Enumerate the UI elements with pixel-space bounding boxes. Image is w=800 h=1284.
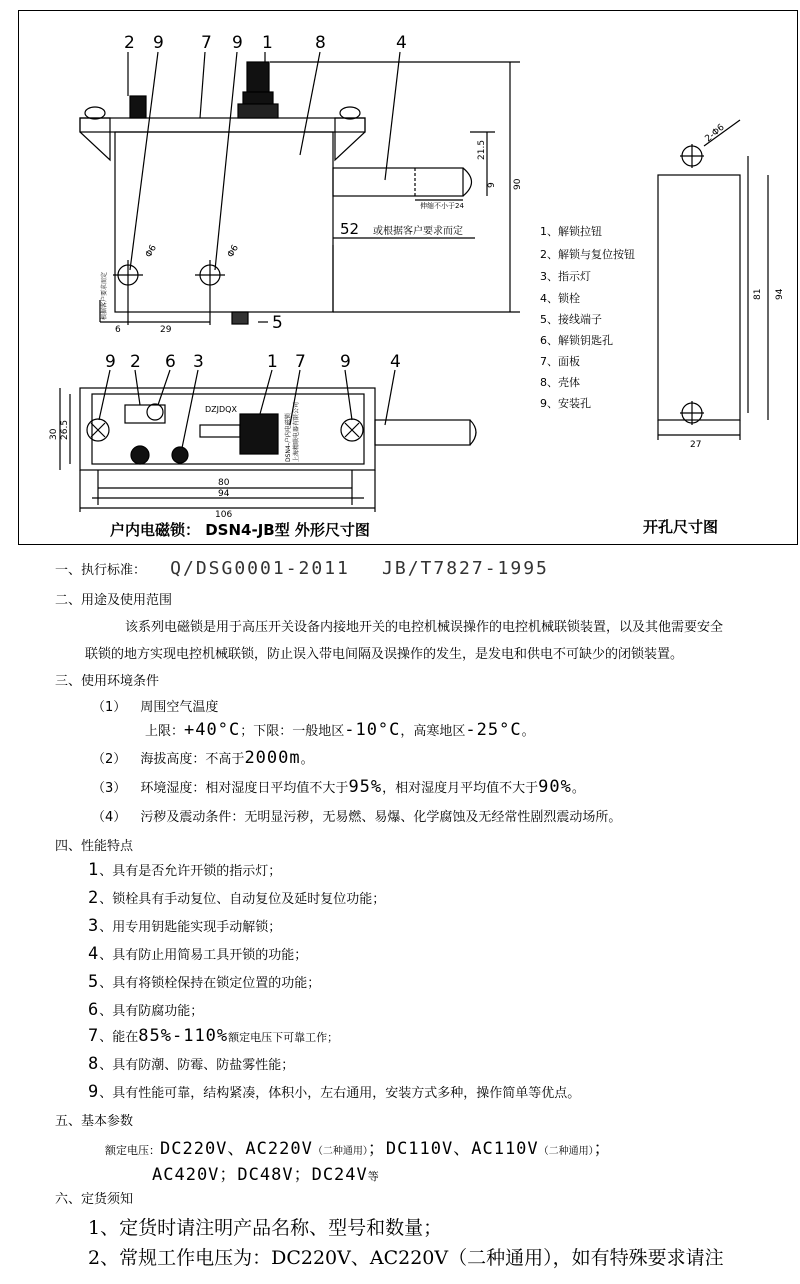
feature-3-number: 3: [88, 916, 100, 936]
callout-plan-2: 2: [130, 352, 141, 372]
part-5: 5、接线端子: [540, 313, 602, 326]
side-note: 根据客户要求而定: [101, 271, 108, 320]
temp-cold-label: ，高寒地区: [400, 724, 466, 739]
voltage-separator: ；: [593, 1139, 612, 1159]
standard-label: 一、执行标准：: [55, 563, 147, 578]
right-screw-head: [340, 107, 360, 119]
left-screw-head: [85, 107, 105, 119]
pollution-text: 污秽及震动条件：无明显污秽，无易燃、易爆、化学腐蚀及无经常性剧烈震动场所。: [140, 810, 622, 825]
feature-8-text: 、具有防潮、防霉、防盐雾性能；: [99, 1058, 295, 1073]
part-9: 9、安装孔: [540, 397, 591, 410]
callout-front-7: 7: [201, 33, 212, 53]
button-2-plan: [131, 446, 149, 464]
dim-29: 29: [160, 325, 172, 335]
right-bracket: [335, 118, 365, 160]
callout-plan-6: 6: [165, 352, 176, 372]
temp-lower-value: -10°C: [344, 720, 401, 740]
voltage-note-1: （二种通用）: [312, 1146, 368, 1157]
feature-4-number: 4: [88, 944, 100, 964]
temp-upper-value: +40°C: [184, 720, 241, 740]
label-company: 上海精联电器有限公司: [293, 401, 300, 462]
feature-7-number: 7: [88, 1026, 100, 1046]
callout-plan-9b: 9: [340, 352, 351, 372]
dim-phi6-left: Φ6: [143, 243, 160, 260]
feature-2-text: 、锁栓具有手动复位、自动复位及延时复位功能；: [99, 892, 386, 907]
callout-front-5: 5: [272, 313, 283, 333]
technical-drawing: [0, 0, 800, 545]
section-6-title: 六、定货须知: [55, 1192, 134, 1207]
feature-8: [88, 1054, 294, 1074]
part-6: 6、解锁钥匙孔: [540, 334, 613, 347]
part-1: 1、解锁拉钮: [540, 225, 602, 238]
dim-80: 80: [218, 478, 230, 488]
voltage-note-3: 等: [367, 1170, 379, 1183]
dim-cut-94: 94: [775, 288, 785, 300]
env-4-number: （4）: [92, 810, 127, 825]
altitude-label: 海拔高度：不高于: [140, 752, 245, 767]
part-7: 7、面板: [540, 355, 580, 368]
front-housing: [115, 132, 333, 312]
part-2: 2、解锁与复位按钮: [540, 248, 635, 261]
feature-1-number: 1: [88, 860, 100, 880]
section-5-title: 五、基本参数: [55, 1114, 134, 1129]
feature-7-text: 、能在: [99, 1030, 139, 1045]
env-2-number: （2）: [92, 752, 127, 767]
feature-7: [88, 1026, 338, 1046]
feature-6-number: 6: [88, 1000, 100, 1020]
feature-1-text: 、具有是否允许开锁的指示灯；: [99, 864, 282, 879]
voltage-label: 额定电压：: [105, 1144, 160, 1157]
key-hole: [147, 404, 163, 420]
temp-upper-label: 上限：: [145, 724, 185, 739]
dim-27: 27: [690, 440, 702, 450]
env-humidity: [92, 777, 585, 797]
standard-1: Q/DSG0001-2011: [170, 558, 350, 579]
feature-1: [88, 860, 281, 880]
humidity-day-label: 环境湿度：相对湿度日平均值不大于: [140, 781, 349, 796]
dim-6: 6: [115, 325, 121, 335]
part-4: 4、锁栓: [540, 292, 580, 305]
section-4-title: 四、性能特点: [55, 839, 134, 854]
bolt-plan: [375, 420, 470, 445]
part-3: 3、指示灯: [540, 270, 591, 283]
dim-106: 106: [215, 510, 233, 520]
env-pollution: [92, 806, 621, 825]
env-temp-values: [145, 720, 535, 740]
pull-knob-plan: [240, 414, 278, 454]
callout-plan-9a: 9: [105, 352, 116, 372]
humidity-month-label: ，相对湿度月平均值不大于: [382, 781, 539, 796]
front-top-plate: [80, 118, 365, 132]
feature-6: [88, 1000, 203, 1020]
feature-3: [88, 916, 281, 936]
reset-button: [130, 96, 146, 118]
feature-2: [88, 888, 385, 908]
voltage-note-2: （二种通用）: [538, 1146, 594, 1157]
feature-6-text: 、具有防腐功能；: [99, 1004, 204, 1019]
voltage-value-3: AC420V；DC48V；DC24V: [152, 1165, 368, 1185]
dzjdqx-mark: DZJDQX: [205, 405, 237, 414]
altitude-period: 。: [300, 752, 314, 767]
dim-9: 9: [487, 182, 497, 188]
callout-front-4: 4: [396, 33, 407, 53]
section-2-title: 二、用途及使用范围: [55, 593, 173, 608]
caption-cutout: 开孔尺寸图: [643, 518, 719, 536]
part-8: 8、壳体: [540, 376, 580, 389]
altitude-value: 2000m: [244, 748, 301, 768]
feature-5-text: 、具有将锁栓保持在锁定位置的功能；: [99, 976, 321, 991]
env-3-number: （3）: [92, 781, 127, 796]
order-note-1: 1、定货时请注明产品名称、型号和数量；: [88, 1217, 443, 1239]
callout-plan-3: 3: [193, 352, 204, 372]
standard-2: JB/T7827-1995: [382, 558, 549, 579]
caption-outline: 户内电磁锁： DSN4-JB型 外形尺寸图: [110, 521, 370, 539]
indicator-lamp: [172, 447, 188, 463]
feature-7-range: 85%-110%: [138, 1026, 229, 1046]
humidity-month-value: 90%: [538, 777, 572, 797]
usage-paragraph-2: 联锁的地方实现电控机械联锁，防止误入带电间隔及误操作的发生，是发电和供电不可缺少的闭锁装置。: [85, 647, 684, 662]
label-product: DSN4-户内电磁锁: [285, 413, 292, 462]
cutout-rect: [658, 175, 740, 420]
dim-24: 伸缩不小于24: [420, 202, 464, 210]
dim-phi6-right: Φ6: [225, 243, 242, 260]
feature-3-text: 、用专用钥匙能实现手动解锁；: [99, 920, 282, 935]
section-3-title: 三、使用环境条件: [55, 674, 160, 689]
feature-7-tail: 额定电压下可靠工作；: [228, 1031, 339, 1044]
temp-period: 。: [521, 724, 535, 739]
feature-9-number: 9: [88, 1082, 100, 1102]
feature-4: [88, 944, 307, 964]
callout-front-8: 8: [315, 33, 326, 53]
feature-5-number: 5: [88, 972, 100, 992]
feature-5: [88, 972, 320, 992]
dim-52: 52: [340, 220, 360, 238]
voltage-line-2: [152, 1160, 379, 1185]
voltage-line-1: [105, 1134, 612, 1159]
callout-plan-4: 4: [390, 352, 401, 372]
env-1-label: 周围空气温度: [140, 700, 219, 715]
dim-2-phi6: 2-Φ6: [703, 122, 727, 145]
terminal-block: [232, 312, 248, 324]
feature-8-number: 8: [88, 1054, 100, 1074]
front-bolt: [333, 168, 463, 196]
pull-knob: [247, 62, 269, 92]
left-bracket: [80, 118, 110, 160]
temp-lower-label: ；下限：一般地区: [240, 724, 345, 739]
dim-plan-30: 30: [49, 428, 59, 440]
humidity-period: 。: [571, 781, 585, 796]
callout-plan-7: 7: [295, 352, 306, 372]
section-1: [55, 558, 549, 579]
env-altitude: [92, 748, 314, 768]
callout-front-9a: 9: [153, 33, 164, 53]
dim-81: 81: [753, 288, 763, 300]
voltage-value-1: DC220V、AC220V: [160, 1139, 313, 1159]
feature-4-text: 、具有防止用简易工具开锁的功能；: [99, 948, 308, 963]
temp-cold-value: -25°C: [465, 720, 522, 740]
dim-52-note: 或根据客户要求而定: [373, 226, 463, 237]
dim-plan-26-5: 26.5: [60, 419, 70, 440]
voltage-value-2: ；DC110V、AC110V: [367, 1139, 539, 1159]
order-note-2: 2、常规工作电压为：DC220V、AC220V（二种通用），如有特殊要求请注: [88, 1247, 724, 1269]
callout-front-1: 1: [262, 33, 273, 53]
callout-front-9b: 9: [232, 33, 243, 53]
usage-paragraph-1: 该系列电磁锁是用于高压开关设备内接地开关的电控机械误操作的电控机械联锁装置，以及其他需要安全: [125, 620, 724, 635]
callout-plan-1: 1: [267, 352, 278, 372]
dim-90: 90: [513, 178, 523, 190]
feature-9: [88, 1082, 580, 1102]
plan-panel: [80, 388, 375, 470]
dim-21-5: 21.5: [477, 139, 487, 160]
env-temp-title: [92, 696, 218, 715]
feature-9-text: 、具有性能可靠，结构紧凑，体积小，左右通用，安装方式多种，操作简单等优点。: [99, 1086, 581, 1101]
feature-2-number: 2: [88, 888, 100, 908]
dim-94: 94: [218, 489, 230, 499]
env-1-number: （1）: [92, 700, 127, 715]
callout-front-2: 2: [124, 33, 135, 53]
humidity-day-value: 95%: [348, 777, 383, 797]
